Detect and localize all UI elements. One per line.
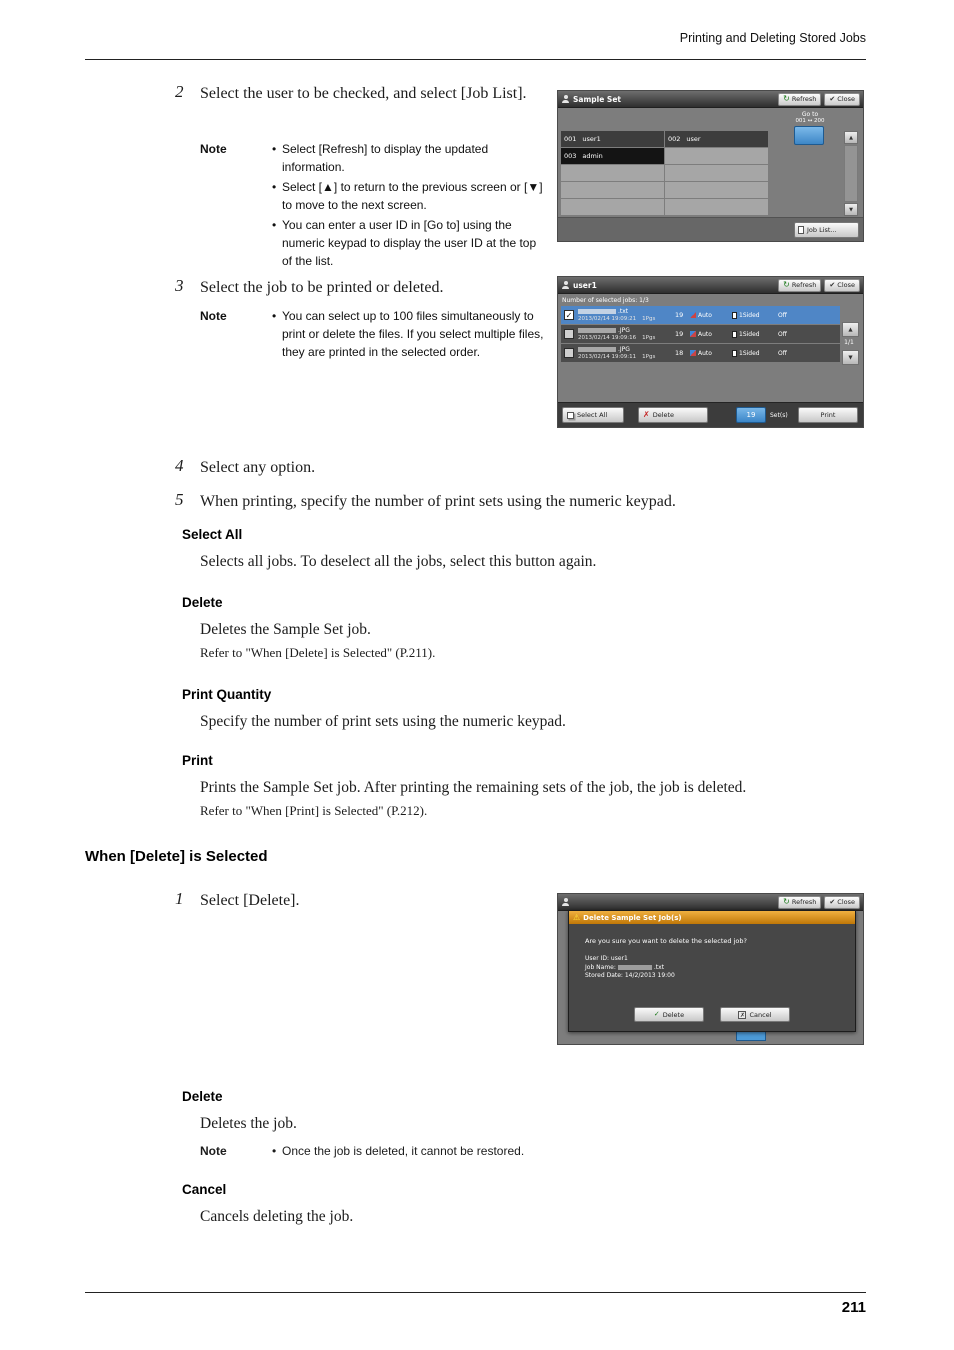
delete-x-icon: ✗ <box>643 410 650 419</box>
user-name: admin <box>582 152 603 160</box>
dialog-delete-label: Delete <box>662 1010 685 1019</box>
job-ext: .txt <box>618 307 629 315</box>
job-pages: 1Pgs <box>642 353 656 360</box>
cancel-x-icon: ✗ <box>739 1011 745 1019</box>
user-list <box>561 131 768 215</box>
up-arrow-icon: ▲ <box>848 327 853 333</box>
note-label: Note <box>200 1143 227 1158</box>
job-name-label: Job Name: <box>585 963 616 971</box>
note-bullet: • You can enter a user ID in [Go to] using the numeric keypad to display the user ID at the top of the list. <box>272 216 544 270</box>
sided-label: 1Sided <box>739 311 760 319</box>
user-list-empty-cell <box>561 199 664 215</box>
step-text: Select the job to be printed or deleted. <box>200 279 444 296</box>
delete-dialog <box>568 910 856 1032</box>
color-mode-label: Auto <box>698 349 712 357</box>
select-all-button[interactable] <box>562 407 624 423</box>
job-row-selected[interactable] <box>561 306 840 324</box>
print-button[interactable] <box>798 407 858 423</box>
note-bullet: • Once the job is deleted, it cannot be restored. <box>272 1144 572 1158</box>
user-icon <box>561 95 570 104</box>
refresh-icon: ↻ <box>783 94 790 103</box>
option-delete <box>182 595 880 661</box>
user-list-item[interactable] <box>561 131 664 147</box>
step-4 <box>175 456 545 479</box>
dialog-user-id: User ID: user1 <box>585 955 628 962</box>
selected-jobs-count: Number of selected jobs: 1/3 <box>562 297 649 304</box>
refresh-label: Refresh <box>791 281 817 289</box>
titlebar <box>558 277 863 294</box>
dialog-job-info <box>585 955 855 981</box>
checkbox-unchecked[interactable] <box>564 329 574 339</box>
job-date: 2013/02/14 19:09:11 <box>578 353 637 360</box>
note-bullet: • You can select up to 100 files simultaneously to print or delete the files. If you select multiple files, they are printed in the selected order. <box>272 307 544 361</box>
titlebar <box>558 894 863 911</box>
goto-range: 001 ↔ 200 <box>795 118 825 124</box>
option-select-all <box>182 527 880 573</box>
step-text: Select any option. <box>200 459 316 476</box>
option-body: Prints the Sample Set job. After printing the remaining sets of the job, the job is deleted. <box>200 779 747 796</box>
redacted-job-name <box>578 328 616 333</box>
option-title: Select All <box>182 527 243 542</box>
user-list-item-selected[interactable] <box>561 148 664 164</box>
note-label: Note <box>200 142 227 156</box>
section-heading: When [Delete] is Selected <box>85 848 268 865</box>
bottom-strip <box>558 217 863 241</box>
refresh-icon: ↻ <box>783 897 790 906</box>
close-label: Close <box>837 281 855 289</box>
close-label: Close <box>837 95 855 103</box>
dialog-cancel-button[interactable] <box>720 1007 790 1022</box>
option-dialog-delete <box>182 1089 880 1158</box>
user-name: user <box>686 135 701 143</box>
page-indicator: 1/1 <box>844 339 854 346</box>
step-3-note <box>200 307 544 363</box>
stamp-label: Off <box>778 311 787 319</box>
option-body: Cancels deleting the job. <box>200 1208 354 1225</box>
refresh-button[interactable] <box>778 896 821 909</box>
step-3 <box>175 276 545 299</box>
titlebar <box>558 91 863 108</box>
step-number: 3 <box>175 276 184 295</box>
sided-label: 1Sided <box>739 349 760 357</box>
cross-reference: Refer to "When [Print] is Selected" (P.212). <box>200 802 428 818</box>
dialog-stored-date: Stored Date: 14/2/2013 19:00 <box>585 972 675 979</box>
job-name <box>578 309 675 322</box>
stamp-label: Off <box>778 330 787 338</box>
select-all-icon <box>567 412 574 419</box>
job-name <box>578 347 675 360</box>
user-id: 003 <box>564 152 577 160</box>
scrollbar-track[interactable] <box>844 145 858 202</box>
close-label: Close <box>837 898 855 906</box>
refresh-label: Refresh <box>791 898 817 906</box>
page-number: 211 <box>841 1299 866 1316</box>
redacted-job-name <box>578 309 616 314</box>
scroll-down-button[interactable] <box>844 203 858 216</box>
user-list-empty-cell <box>665 182 768 198</box>
check-icon: ✓ <box>653 1010 660 1018</box>
step-number: 2 <box>175 82 184 101</box>
refresh-icon: ↻ <box>783 280 790 289</box>
color-mode-label: Auto <box>698 311 712 319</box>
redacted-job-name <box>618 965 652 970</box>
option-print-quantity <box>182 687 880 733</box>
running-header: Printing and Deleting Stored Jobs <box>679 31 866 45</box>
dialog-question: Are you sure you want to delete the selected job? <box>585 937 747 945</box>
bottom-bar <box>558 402 863 427</box>
refresh-label: Refresh <box>791 95 817 103</box>
option-dialog-cancel <box>182 1182 880 1228</box>
stamp-label: Off <box>778 349 787 357</box>
print-quantity-box[interactable] <box>736 407 766 423</box>
step-text: Select the user to be checked, and select [Job List]. <box>200 85 527 102</box>
down-arrow-icon: ▼ <box>849 207 853 213</box>
screenshot-delete-dialog <box>557 893 864 1045</box>
sided-icon <box>732 331 737 338</box>
check-icon: ✓ <box>565 311 573 320</box>
checkbox-unchecked[interactable] <box>564 348 574 358</box>
option-body: Deletes the job. <box>200 1115 297 1132</box>
option-body: Deletes the Sample Set job. <box>200 621 371 638</box>
select-all-label: Select All <box>577 411 608 419</box>
close-button[interactable] <box>824 896 860 909</box>
step-text: Select [Delete]. <box>200 892 300 909</box>
print-quantity-box <box>736 1031 766 1041</box>
step-number: 5 <box>175 490 184 509</box>
job-date: 2013/02/14 19:09:21 <box>578 315 637 322</box>
job-ext: .JPG <box>618 326 630 334</box>
job-pages: 1Pgs <box>642 334 656 341</box>
qty-value: 19 <box>746 411 756 419</box>
option-title: Delete <box>182 1089 223 1104</box>
job-list <box>561 306 840 363</box>
refresh-button[interactable] <box>778 279 821 292</box>
step-number: 4 <box>175 456 184 475</box>
user-id: 001 <box>564 135 577 143</box>
step-2-note <box>200 140 544 272</box>
option-title: Cancel <box>182 1182 227 1197</box>
goto-input-button[interactable] <box>794 126 824 145</box>
redacted-job-name <box>578 347 616 352</box>
job-name <box>578 328 675 341</box>
dialog-delete-button[interactable] <box>634 1007 704 1022</box>
warning-icon: ⚠ <box>573 912 581 922</box>
user-list-empty-cell <box>665 165 768 181</box>
window-title: user1 <box>573 280 597 290</box>
scroll-up-button[interactable] <box>844 131 858 144</box>
job-qty: 19 <box>675 311 684 319</box>
step-number: 1 <box>175 889 184 908</box>
job-list-button[interactable] <box>794 222 859 238</box>
user-list-empty-cell <box>561 182 664 198</box>
option-title: Delete <box>182 595 223 610</box>
close-icon: ✔ <box>829 94 836 103</box>
user-name: user1 <box>582 135 601 143</box>
screenshot-job-list <box>557 276 864 428</box>
close-button[interactable] <box>824 279 860 292</box>
header-rule <box>85 59 866 60</box>
job-row[interactable] <box>561 325 840 343</box>
job-qty: 18 <box>675 349 684 357</box>
dialog-cancel-label: Cancel <box>749 1010 772 1019</box>
print-label: Print <box>820 411 836 419</box>
option-print <box>182 753 880 819</box>
step-5 <box>175 490 800 513</box>
job-row[interactable] <box>561 344 840 362</box>
delete-note <box>200 1144 880 1158</box>
user-list-empty-cell <box>561 165 664 181</box>
down-arrow-icon: ▼ <box>848 355 853 361</box>
option-body: Selects all jobs. To deselect all the jobs, select this button again. <box>200 553 597 570</box>
refresh-button[interactable] <box>778 93 821 106</box>
note-label: Note <box>200 309 227 323</box>
user-id: 002 <box>668 135 681 143</box>
sets-label: Set(s) <box>770 412 788 419</box>
delete-button[interactable] <box>638 407 708 423</box>
job-ext: .JPG <box>618 345 630 353</box>
color-mode-icon <box>690 350 696 356</box>
close-button[interactable] <box>824 93 860 106</box>
option-body: Specify the number of print sets using the numeric keypad. <box>200 713 566 730</box>
footer-rule <box>85 1292 866 1293</box>
checkbox-checked[interactable] <box>564 310 574 320</box>
cross-reference: Refer to "When [Delete] is Selected" (P.211). <box>200 644 436 660</box>
color-mode-icon <box>690 312 696 318</box>
job-ext: .txt <box>653 963 665 971</box>
step-2 <box>175 82 545 105</box>
dialog-title: Delete Sample Set Job(s) <box>583 913 682 922</box>
up-arrow-icon: ▲ <box>849 135 853 141</box>
sided-label: 1Sided <box>739 330 760 338</box>
scroll-up-button[interactable] <box>842 322 859 337</box>
step-text: When printing, specify the number of print sets using the numeric keypad. <box>200 493 676 510</box>
sided-icon <box>732 312 737 319</box>
screenshot-sample-set <box>557 90 864 242</box>
user-icon <box>561 281 570 290</box>
user-icon <box>561 898 570 907</box>
note-bullet: • Select [▲] to return to the previous screen or [▼] to move to the next screen. <box>272 178 544 214</box>
document-icon <box>798 226 804 234</box>
delete-label: Delete <box>652 411 675 419</box>
user-list-item[interactable] <box>665 131 768 147</box>
scroll-down-button[interactable] <box>842 350 859 365</box>
step-1 <box>175 889 545 912</box>
note-bullet: • Select [Refresh] to display the updated information. <box>272 140 544 176</box>
job-list-label: Job List... <box>807 226 837 234</box>
goto-label: Go to <box>801 111 819 118</box>
job-qty: 19 <box>675 330 684 338</box>
option-title: Print Quantity <box>182 687 272 702</box>
color-mode-icon <box>690 331 696 337</box>
color-mode-label: Auto <box>698 330 712 338</box>
user-list-empty-cell <box>665 199 768 215</box>
option-title: Print <box>182 753 213 768</box>
user-list-empty-cell <box>665 148 768 164</box>
job-date: 2013/02/14 19:09:16 <box>578 334 637 341</box>
close-icon: ✔ <box>829 897 836 906</box>
dialog-titlebar <box>569 911 855 924</box>
window-title: Sample Set <box>573 94 621 104</box>
close-icon: ✔ <box>829 280 836 289</box>
job-pages: 1Pgs <box>642 315 656 322</box>
sided-icon <box>732 350 737 357</box>
